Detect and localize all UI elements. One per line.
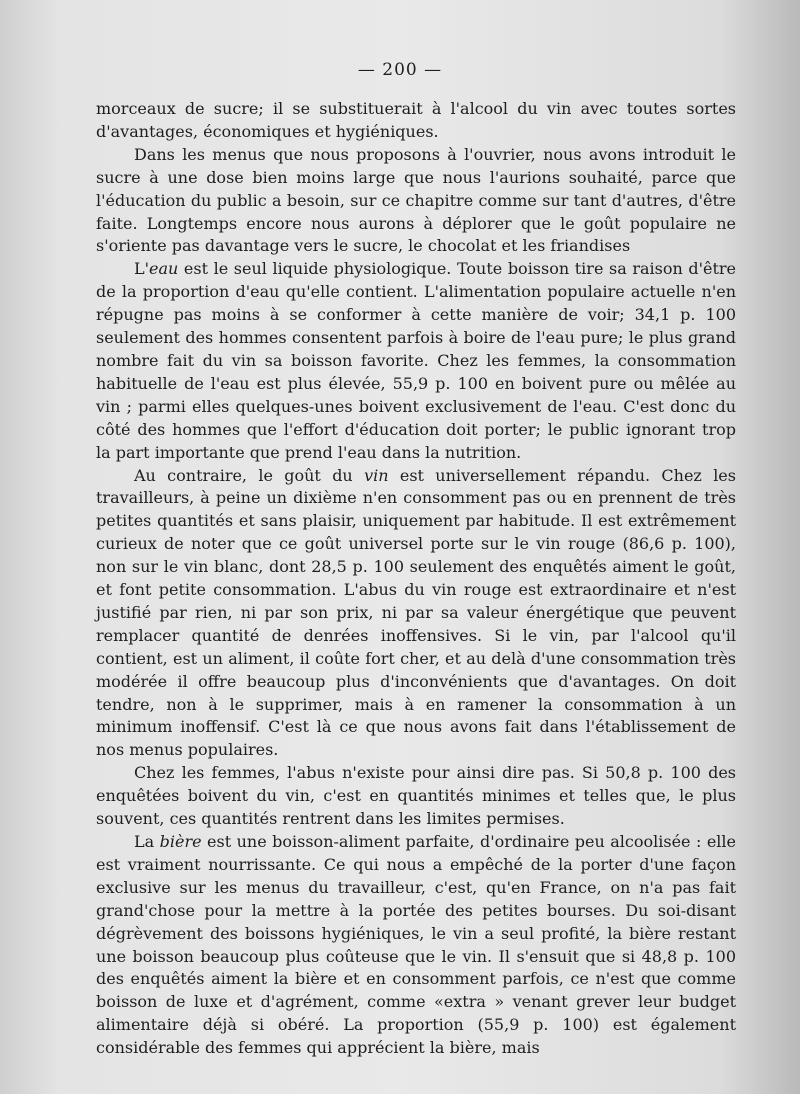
paragraph-wine-body: est universellement répandu. Chez les travailleurs, à peine un dixième n'en consomment pas ou en prennent de très petites quantités et sans plaisir, uniquement par habitude. Il est extrêmement curieux de noter que ce goût universel porte sur le vin rouge (86,6 p. 100), non sur le vin blanc, dont 28,5 p. 100 seulement des enquêtés aiment le goût, et font petite consommation. L'abus du vin rouge est extraordinaire et n'est justifié par rien, ni par son prix, ni par sa valeur énergétique que peuvent remplacer quantité de denrées inoffensives. Si le vin, par l'alcool qu'il contient, est un aliment, il coûte fort cher, et au delà d'une consommation très modérée il offre beaucoup plus d'inconvénients que d'avantages. On doit tendre, non à le supprimer, mais à en ramener la consommation à un minimum inoffensif. C'est là ce que nous avons fait dans l'établissement de nos menus populaires. xyxy=(96,465,736,760)
paragraph-water-body: est le seul liquide physiologique. Toute boisson tire sa raison d'être de la proportion d'eau qu'elle contient. L'alimentation populaire actuelle n'en répugne pas moins à se conformer à cette manière de voir; 34,1 p. 100 seulement des hommes consentent parfois à boire de l'eau pure; le plus grand nombre fait du vin sa boisson favorite. Chez les femmes, la consommation habituelle de l'eau est plus élevée, 55,9 p. 100 en boivent pure ou mêlée au vin ; parmi elles quelques-unes boivent exclusivement de l'eau. C'est donc du côté des hommes que l'effort d'éducation doit porter; le public ignorant trop la part importante que prend l'eau dans la nutrition. xyxy=(96,259,736,462)
term-eau: eau xyxy=(149,259,179,279)
paragraph-beer-body: est une boisson-aliment parfaite, d'ordinaire peu alcoolisée : elle est vraiment nourrissante. Ce qui nous a empêché de la porter d'une façon exclusive sur les menus du travailleur, c'est, qu'en France, on n'a pas fait grand'chose pour la mettre à la portée des petites bourses. Du soi-disant dégrèvement des boissons hygiéniques, le vin a seul profité, la bière restant une boisson beaucoup plus coûteuse que le vin. Il s'ensuit que si 48,8 p. 100 des enquêtés aiment la bière et en consomment parfois, ce n'est que comme boisson de luxe et d'agrément, comme «extra » venant grever leur budget alimentaire déjà si obéré. La proportion (55,9 p. 100) est également considérable des femmes qui apprécient la bière, mais xyxy=(96,832,737,1058)
paragraph-women-wine: Chez les femmes, l'abus n'existe pour ainsi dire pas. Si 50,8 p. 100 des enquêtées boivent du vin, c'est en quantités minimes et telles que, le plus souvent, ces quantités rentrent dans les limites permises. xyxy=(96,763,736,829)
paragraph-beer xyxy=(96,831,736,1060)
term-vin: vin xyxy=(364,465,389,485)
body-text xyxy=(96,98,736,1060)
paragraph-water-lead: L' xyxy=(134,259,150,279)
paragraph-menus-sugar: Dans les menus que nous proposons à l'ouvrier, nous avons introduit le sucre à une dose bien moins large que nous l'aurions souhaité, parce que l'éducation du public a besoin, sur ce chapitre comme sur tant d'autres, d'être faite. Longtemps encore nous aurons à déplorer que le goût populaire ne s'oriente pas davantage vers le sucre, le chocolat et les friandises xyxy=(96,144,736,256)
page-number: — 200 — xyxy=(357,60,443,80)
paragraph-wine xyxy=(96,465,736,763)
paragraph-sugar-continuation: morceaux de sucre; il se substituerait à l'alcool du vin avec toutes sortes d'avantages, économiques et hygiéniques. xyxy=(96,99,736,141)
term-biere: bière xyxy=(159,832,202,851)
paragraph-water xyxy=(96,258,736,464)
paragraph-beer-lead: La xyxy=(134,832,160,851)
paragraph-wine-lead: Au contraire, le goût du xyxy=(134,465,365,485)
